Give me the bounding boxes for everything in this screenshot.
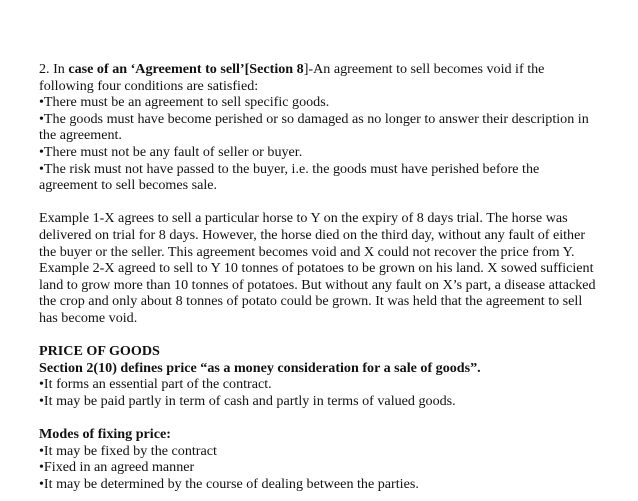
- example-1: Example 1-X agrees to sell a particular horse to Y on the expiry of 8 days trial. The horse was delivered on trial for 8 days. However, the horse died on the third day, without any fault of either the buyer or the seller. This agreement becomes void and X could not recover the price from Y.: [39, 210, 586, 260]
- paragraph-gap: [39, 327, 599, 344]
- condition-item: •There must not be any fault of seller or buyer.: [39, 143, 303, 160]
- example-2: Example 2-X agreed to sell to Y 10 tonnes of potatoes to be grown on his land. X sowed sufficient land to grow more than 10 tonnes of potatoes. But without any fault on X’s part, a disease attacked the crop and only about 8 tonnes of potato could be grown. It was held that the agreement to sell has become void.: [39, 260, 596, 326]
- intro-prefix: 2. In: [39, 61, 69, 77]
- document-page: [39, 61, 599, 492]
- mode-item: •It may be fixed by the contract: [39, 442, 217, 459]
- price-definition: Section 2(10) defines price “as a money consideration for a sale of goods”.: [39, 359, 481, 376]
- condition-item: •There must be an agreement to sell specific goods.: [39, 94, 330, 111]
- void-agreement-intro: [39, 61, 599, 94]
- condition-item: •The goods must have become perished or so damaged as no longer to answer their description in the agreement.: [39, 110, 589, 144]
- price-point: •It forms an essential part of the contract.: [39, 376, 272, 393]
- price-point: •It may be paid partly in term of cash and partly in terms of valued goods.: [39, 392, 456, 409]
- mode-item: •Fixed in an agreed manner: [39, 459, 195, 476]
- condition-item: •The risk must not have passed to the buyer, i.e. the goods must have perished before the agreement to sell becomes sale.: [39, 160, 540, 194]
- paragraph-gap: [39, 194, 599, 211]
- mode-item: •It may be determined by the course of dealing between the parties.: [39, 475, 419, 492]
- price-heading: PRICE OF GOODS: [39, 343, 160, 360]
- intro-bold: case of an ‘Agreement to sell’[Section 8: [68, 61, 304, 77]
- intro-suffix: ]-An agreement to sell becomes void if the following four conditions are satisfied:: [39, 61, 545, 94]
- paragraph-gap: [39, 409, 599, 426]
- modes-heading: Modes of fixing price:: [39, 426, 171, 443]
